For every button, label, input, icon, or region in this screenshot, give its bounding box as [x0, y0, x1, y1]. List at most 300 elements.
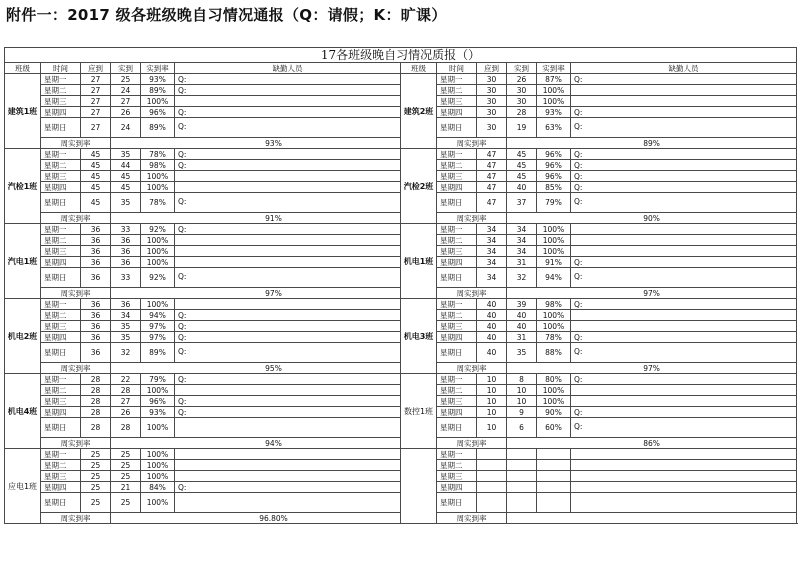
actual-cell: 26: [111, 407, 141, 418]
header-row: [5, 63, 797, 74]
rate-cell: 88%: [537, 343, 571, 363]
weekday-cell: 星期四: [437, 407, 477, 418]
actual-cell: 30: [507, 85, 537, 96]
actual-cell: 27: [111, 96, 141, 107]
weekday-cell: 星期四: [437, 332, 477, 343]
weekly-total-label: 周实到率: [437, 138, 507, 149]
absentees-cell: [571, 310, 797, 321]
weekday-cell: 星期三: [437, 246, 477, 257]
weekday-cell: 星期一: [437, 449, 477, 460]
weekly-total-value: 91%: [111, 213, 437, 224]
weekday-cell: 星期日: [437, 343, 477, 363]
actual-cell: 31: [507, 332, 537, 343]
rate-cell: 100%: [141, 418, 175, 438]
expected-cell: 25: [81, 471, 111, 482]
actual-cell: 45: [507, 160, 537, 171]
weekday-cell: 星期四: [41, 257, 81, 268]
actual-cell: 40: [507, 321, 537, 332]
rate-cell: 97%: [141, 332, 175, 343]
actual-cell: 32: [111, 343, 141, 363]
weekday-cell: 星期日: [41, 493, 81, 513]
rate-cell: 100%: [537, 385, 571, 396]
rate-cell: 96%: [537, 160, 571, 171]
weekday-cell: 星期四: [437, 107, 477, 118]
weekly-total-value: 95%: [111, 363, 437, 374]
actual-cell: 25: [111, 493, 141, 513]
expected-cell: 10: [477, 385, 507, 396]
rate-cell: 92%: [141, 224, 175, 235]
expected-cell: 25: [81, 493, 111, 513]
absentees-cell: [571, 482, 797, 493]
actual-cell: 6: [507, 418, 537, 438]
weekly-total-row: [5, 288, 797, 299]
weekday-cell: 星期日: [437, 118, 477, 138]
weekday-cell: 星期一: [437, 374, 477, 385]
actual-cell: 25: [111, 460, 141, 471]
expected-cell: 40: [477, 310, 507, 321]
absentees-cell: [571, 235, 797, 246]
weekday-cell: 星期三: [41, 321, 81, 332]
absentees-cell: [571, 224, 797, 235]
absentees-cell: Q:: [175, 396, 401, 407]
absentees-cell: [571, 96, 797, 107]
weekday-cell: 星期二: [437, 160, 477, 171]
expected-cell: 36: [81, 246, 111, 257]
weekday-cell: 星期日: [41, 268, 81, 288]
absentees-cell: [175, 418, 401, 438]
absentees-cell: Q:: [175, 160, 401, 171]
expected-cell: 30: [477, 96, 507, 107]
absentees-cell: Q:: [571, 374, 797, 385]
absentees-cell: [175, 171, 401, 182]
absentees-cell: Q:: [175, 374, 401, 385]
expected-cell: 47: [477, 149, 507, 160]
absentees-cell: [175, 299, 401, 310]
rate-cell: 89%: [141, 85, 175, 96]
header-time: 时间: [41, 63, 81, 74]
header-class: 班级: [401, 63, 437, 74]
expected-cell: 34: [477, 224, 507, 235]
actual-cell: 28: [507, 107, 537, 118]
absentees-cell: Q:: [175, 74, 401, 85]
rate-cell: 92%: [141, 268, 175, 288]
actual-cell: 35: [111, 149, 141, 160]
expected-cell: [477, 449, 507, 460]
weekday-cell: 星期二: [41, 385, 81, 396]
weekday-cell: 星期三: [437, 321, 477, 332]
rate-cell: 100%: [537, 310, 571, 321]
class-name: 机电2班: [5, 299, 41, 374]
rate-cell: 100%: [141, 449, 175, 460]
rate-cell: [537, 471, 571, 482]
absentees-cell: [175, 449, 401, 460]
actual-cell: 34: [507, 224, 537, 235]
absentees-cell: Q:: [571, 149, 797, 160]
expected-cell: 28: [81, 418, 111, 438]
weekday-cell: 星期一: [41, 374, 81, 385]
absentees-cell: Q:: [571, 171, 797, 182]
expected-cell: 27: [81, 96, 111, 107]
weekday-cell: 星期二: [437, 460, 477, 471]
table-row: [5, 74, 797, 85]
absentees-cell: Q:: [175, 343, 401, 363]
table-title-row: [5, 48, 797, 63]
rate-cell: 100%: [537, 224, 571, 235]
weekday-cell: 星期三: [41, 246, 81, 257]
absentees-cell: Q:: [571, 407, 797, 418]
rate-cell: 80%: [537, 374, 571, 385]
expected-cell: 34: [477, 268, 507, 288]
rate-cell: 100%: [141, 493, 175, 513]
absentees-cell: [175, 493, 401, 513]
header-class: 班级: [5, 63, 41, 74]
weekday-cell: 星期一: [437, 149, 477, 160]
weekday-cell: 星期日: [41, 193, 81, 213]
rate-cell: [537, 460, 571, 471]
expected-cell: 36: [81, 343, 111, 363]
weekly-total-value: [507, 513, 797, 524]
header-actual: 实到: [111, 63, 141, 74]
table-row: [5, 299, 797, 310]
expected-cell: 45: [81, 171, 111, 182]
expected-cell: 36: [81, 299, 111, 310]
expected-cell: 28: [81, 407, 111, 418]
expected-cell: 30: [477, 85, 507, 96]
weekly-total-label: 周实到率: [437, 363, 507, 374]
weekday-cell: 星期一: [437, 74, 477, 85]
rate-cell: 100%: [141, 471, 175, 482]
table-row: [5, 224, 797, 235]
header-time: 时间: [437, 63, 477, 74]
actual-cell: 44: [111, 160, 141, 171]
absentees-cell: Q:: [571, 160, 797, 171]
weekly-total-value: 97%: [507, 363, 797, 374]
expected-cell: 10: [477, 418, 507, 438]
rate-cell: 78%: [537, 332, 571, 343]
actual-cell: [507, 471, 537, 482]
actual-cell: 8: [507, 374, 537, 385]
actual-cell: 31: [507, 257, 537, 268]
actual-cell: 39: [507, 299, 537, 310]
rate-cell: 100%: [141, 96, 175, 107]
header-absentees: 缺勤人员: [175, 63, 401, 74]
class-name: 机电3班: [401, 299, 437, 374]
expected-cell: 30: [477, 74, 507, 85]
expected-cell: 10: [477, 407, 507, 418]
weekday-cell: 星期四: [41, 107, 81, 118]
rate-cell: [537, 449, 571, 460]
absentees-cell: [571, 321, 797, 332]
weekly-total-label: 周实到率: [437, 288, 507, 299]
weekday-cell: 星期日: [41, 118, 81, 138]
absentees-cell: Q:: [175, 268, 401, 288]
expected-cell: 47: [477, 171, 507, 182]
absentees-cell: [175, 385, 401, 396]
absentees-cell: Q:: [571, 257, 797, 268]
expected-cell: 28: [81, 396, 111, 407]
weekly-total-row: [5, 213, 797, 224]
weekly-total-value: 93%: [111, 138, 437, 149]
rate-cell: 100%: [537, 396, 571, 407]
expected-cell: 36: [81, 235, 111, 246]
rate-cell: 89%: [141, 343, 175, 363]
absentees-cell: [571, 385, 797, 396]
class-name: 汽检1班: [5, 149, 41, 224]
expected-cell: [477, 471, 507, 482]
rate-cell: 79%: [141, 374, 175, 385]
header-rate: 实到率: [141, 63, 175, 74]
expected-cell: 40: [477, 321, 507, 332]
expected-cell: 30: [477, 107, 507, 118]
table-title: 17各班级晚自习情况质报（）: [5, 48, 797, 63]
weekday-cell: 星期四: [41, 182, 81, 193]
rate-cell: 90%: [537, 407, 571, 418]
absentees-cell: [175, 257, 401, 268]
absentees-cell: Q:: [175, 321, 401, 332]
absentees-cell: Q:: [571, 193, 797, 213]
actual-cell: 36: [111, 299, 141, 310]
weekday-cell: 星期三: [41, 396, 81, 407]
actual-cell: 28: [111, 385, 141, 396]
expected-cell: 28: [81, 374, 111, 385]
absentees-cell: [571, 460, 797, 471]
actual-cell: 27: [111, 396, 141, 407]
weekday-cell: 星期四: [41, 482, 81, 493]
weekday-cell: 星期一: [41, 224, 81, 235]
absentees-cell: [571, 449, 797, 460]
expected-cell: 36: [81, 321, 111, 332]
absentees-cell: Q:: [571, 418, 797, 438]
weekly-total-label: 周实到率: [437, 438, 507, 449]
expected-cell: 45: [81, 160, 111, 171]
absentees-cell: Q:: [175, 118, 401, 138]
expected-cell: 45: [81, 182, 111, 193]
rate-cell: 97%: [141, 321, 175, 332]
class-name: 机电1班: [401, 224, 437, 299]
weekday-cell: 星期一: [41, 299, 81, 310]
absentees-cell: [571, 493, 797, 513]
actual-cell: 35: [111, 193, 141, 213]
actual-cell: 33: [111, 224, 141, 235]
weekday-cell: 星期一: [41, 449, 81, 460]
absentees-cell: [175, 471, 401, 482]
actual-cell: 24: [111, 118, 141, 138]
attendance-table: [4, 47, 797, 524]
expected-cell: 34: [477, 246, 507, 257]
actual-cell: 34: [507, 246, 537, 257]
expected-cell: [477, 493, 507, 513]
actual-cell: [507, 460, 537, 471]
absentees-cell: Q:: [175, 407, 401, 418]
absentees-cell: Q:: [571, 332, 797, 343]
rate-cell: 100%: [141, 246, 175, 257]
expected-cell: 25: [81, 449, 111, 460]
rate-cell: 100%: [141, 385, 175, 396]
header-expected: 应到: [81, 63, 111, 74]
absentees-cell: [175, 246, 401, 257]
expected-cell: 40: [477, 343, 507, 363]
actual-cell: 45: [507, 149, 537, 160]
actual-cell: 34: [507, 235, 537, 246]
header-absentees: 缺勤人员: [571, 63, 797, 74]
expected-cell: 36: [81, 224, 111, 235]
rate-cell: 100%: [537, 85, 571, 96]
weekly-total-row: [5, 438, 797, 449]
class-name: 汽电1班: [5, 224, 41, 299]
table-row: [5, 149, 797, 160]
rate-cell: 100%: [141, 235, 175, 246]
weekday-cell: 星期二: [41, 235, 81, 246]
actual-cell: 35: [507, 343, 537, 363]
actual-cell: 35: [111, 321, 141, 332]
weekly-total-label: 周实到率: [41, 213, 111, 224]
class-name: 应电1班: [5, 449, 41, 524]
weekday-cell: 星期二: [437, 85, 477, 96]
absentees-cell: [571, 396, 797, 407]
page-heading: 附件一：2017 级各班级晚自习情况通报（Q：请假；K：旷课）: [6, 6, 447, 24]
expected-cell: [477, 460, 507, 471]
rate-cell: 63%: [537, 118, 571, 138]
rate-cell: 100%: [141, 257, 175, 268]
weekly-total-label: 周实到率: [41, 288, 111, 299]
weekly-total-row: [5, 363, 797, 374]
header-expected: 应到: [477, 63, 507, 74]
weekly-total-label: 周实到率: [41, 138, 111, 149]
actual-cell: [507, 493, 537, 513]
actual-cell: 37: [507, 193, 537, 213]
weekly-total-value: 97%: [111, 288, 437, 299]
expected-cell: 45: [81, 149, 111, 160]
weekday-cell: 星期二: [41, 310, 81, 321]
expected-cell: 45: [81, 193, 111, 213]
expected-cell: 47: [477, 193, 507, 213]
weekday-cell: 星期三: [41, 471, 81, 482]
expected-cell: 36: [81, 310, 111, 321]
expected-cell: 25: [81, 482, 111, 493]
header-rate: 实到率: [537, 63, 571, 74]
absentees-cell: Q:: [571, 118, 797, 138]
weekday-cell: 星期日: [41, 418, 81, 438]
actual-cell: 36: [111, 257, 141, 268]
expected-cell: 36: [81, 268, 111, 288]
actual-cell: 40: [507, 182, 537, 193]
weekday-cell: 星期四: [41, 332, 81, 343]
weekday-cell: 星期三: [437, 396, 477, 407]
header-actual: 实到: [507, 63, 537, 74]
expected-cell: 34: [477, 257, 507, 268]
actual-cell: 24: [111, 85, 141, 96]
weekly-total-value: 90%: [507, 213, 797, 224]
actual-cell: 25: [111, 471, 141, 482]
expected-cell: 36: [81, 257, 111, 268]
actual-cell: 26: [507, 74, 537, 85]
expected-cell: 34: [477, 235, 507, 246]
rate-cell: 100%: [141, 299, 175, 310]
rate-cell: 93%: [537, 107, 571, 118]
table-row: [5, 449, 797, 460]
expected-cell: 27: [81, 118, 111, 138]
rate-cell: 94%: [141, 310, 175, 321]
weekday-cell: 星期二: [41, 85, 81, 96]
absentees-cell: Q:: [175, 224, 401, 235]
absentees-cell: [571, 471, 797, 482]
weekday-cell: 星期三: [437, 96, 477, 107]
rate-cell: 96%: [537, 171, 571, 182]
weekly-total-label: 周实到率: [41, 363, 111, 374]
absentees-cell: [175, 96, 401, 107]
rate-cell: 89%: [141, 118, 175, 138]
weekday-cell: 星期三: [41, 96, 81, 107]
actual-cell: 45: [507, 171, 537, 182]
rate-cell: 98%: [141, 160, 175, 171]
weekday-cell: 星期二: [41, 460, 81, 471]
weekday-cell: 星期三: [41, 171, 81, 182]
absentees-cell: [571, 85, 797, 96]
actual-cell: 45: [111, 171, 141, 182]
actual-cell: 36: [111, 246, 141, 257]
rate-cell: 100%: [141, 460, 175, 471]
actual-cell: 25: [111, 74, 141, 85]
expected-cell: 28: [81, 385, 111, 396]
weekly-total-label: 周实到率: [437, 213, 507, 224]
absentees-cell: Q:: [175, 310, 401, 321]
actual-cell: 28: [111, 418, 141, 438]
class-name: 建筑1班: [5, 74, 41, 149]
weekday-cell: 星期四: [41, 407, 81, 418]
weekday-cell: 星期一: [41, 74, 81, 85]
absentees-cell: [175, 182, 401, 193]
weekday-cell: 星期日: [437, 268, 477, 288]
weekday-cell: 星期二: [437, 310, 477, 321]
weekday-cell: 星期日: [41, 343, 81, 363]
expected-cell: 40: [477, 299, 507, 310]
weekday-cell: 星期二: [437, 235, 477, 246]
rate-cell: 100%: [537, 96, 571, 107]
rate-cell: 98%: [537, 299, 571, 310]
absentees-cell: Q:: [571, 299, 797, 310]
rate-cell: 93%: [141, 74, 175, 85]
expected-cell: 27: [81, 107, 111, 118]
actual-cell: 22: [111, 374, 141, 385]
rate-cell: [537, 493, 571, 513]
class-name: 机电4班: [5, 374, 41, 449]
weekly-total-row: [5, 138, 797, 149]
weekday-cell: 星期日: [437, 193, 477, 213]
weekday-cell: 星期二: [437, 385, 477, 396]
actual-cell: [507, 449, 537, 460]
rate-cell: 78%: [141, 149, 175, 160]
actual-cell: 30: [507, 96, 537, 107]
actual-cell: 21: [111, 482, 141, 493]
expected-cell: 27: [81, 74, 111, 85]
weekly-total-label: 周实到率: [41, 438, 111, 449]
rate-cell: 87%: [537, 74, 571, 85]
expected-cell: 27: [81, 85, 111, 96]
weekday-cell: 星期一: [41, 149, 81, 160]
weekly-total-value: 86%: [507, 438, 797, 449]
rate-cell: 100%: [141, 182, 175, 193]
absentees-cell: Q:: [571, 182, 797, 193]
expected-cell: 25: [81, 460, 111, 471]
weekday-cell: 星期四: [437, 257, 477, 268]
actual-cell: 35: [111, 332, 141, 343]
weekly-total-value: 89%: [507, 138, 797, 149]
weekday-cell: 星期日: [437, 493, 477, 513]
expected-cell: 40: [477, 332, 507, 343]
absentees-cell: [175, 235, 401, 246]
rate-cell: 100%: [537, 321, 571, 332]
actual-cell: 34: [111, 310, 141, 321]
